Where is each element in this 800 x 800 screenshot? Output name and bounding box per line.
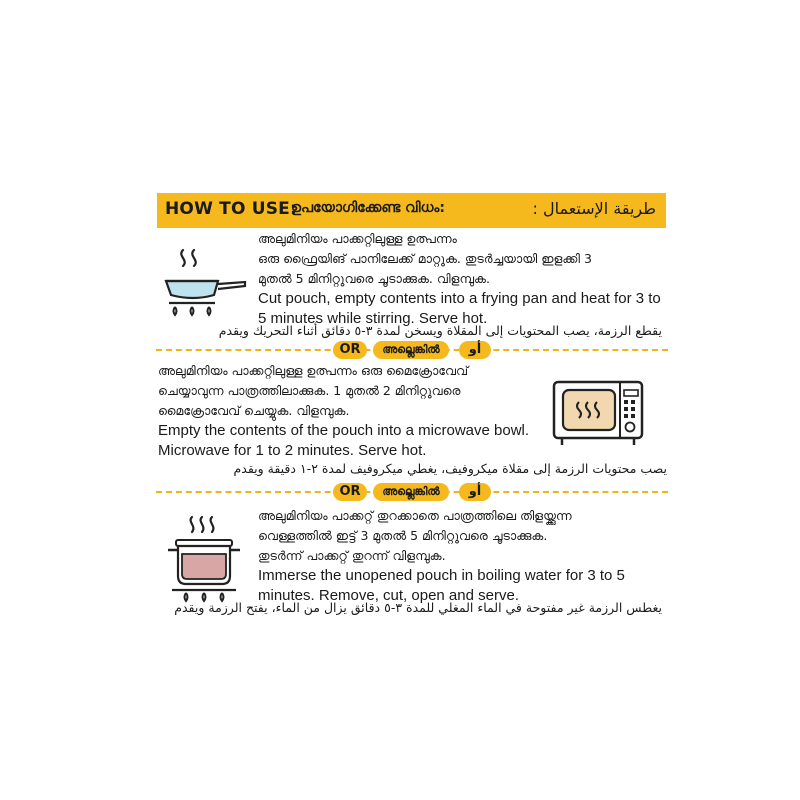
ml-line: അലുമിനിയം പാക്കറ്റിലുള്ള ഉത്പന്നം ഒരു മൈക്രോവേവ് xyxy=(158,363,469,378)
en-line: minutes. Remove, cut, open and serve. xyxy=(258,587,519,604)
header-title-ml: ഉപയോഗിക്കേണ്ട വിധം: xyxy=(291,200,445,216)
microwave-icon xyxy=(552,380,644,448)
en-line: 5 minutes while stirring. Serve hot. xyxy=(258,310,488,327)
frying-pan-icon xyxy=(163,245,248,320)
en-line: Immerse the unopened pouch in boiling water for 3 to 5 xyxy=(258,567,625,584)
ar-instruction: يغطس الرزمة غير مفتوحة في الماء المغلي للمدة ٣-٥ دقائق يزال من الماء، يفتح الرزمة ويقدم xyxy=(174,600,662,615)
or-badge-en: OR xyxy=(333,483,367,501)
or-badge-ml: അല്ലെങ്കിൽ xyxy=(373,483,449,501)
boiling-pot-icon xyxy=(166,514,244,604)
section-microwave-text xyxy=(158,361,529,461)
or-badge-en: OR xyxy=(333,341,367,359)
ml-line: ഒരു ഫ്രൈയിങ് പാനിലേക്ക് മാറ്റുക. തുടർച്ചയായി ഇളക്കി 3 xyxy=(258,251,592,266)
ar-instruction: يقطع الرزمة، يصب المحتويات إلى المقلاة ويسخن لمدة ٣-٥ دقائق أثناء التحريك ويقدم xyxy=(218,323,662,338)
ml-line: മൈക്രോവേവ് ചെയ്യുക. വിളമ്പുക. xyxy=(158,403,350,418)
ml-line: തുടർന്ന് പാക്കറ്റ് തുറന്ന് വിളമ്പുക. xyxy=(258,548,446,563)
ml-line: അലുമിനിയം പാക്കറ്റിലുള്ള ഉത്പന്നം xyxy=(258,231,457,246)
ar-instruction: يصب محتويات الرزمة إلى مقلاة ميكروفيف، يغطي ميكروفيف لمدة ٢-١ دقيقة ويقدم xyxy=(233,461,667,476)
en-line: Microwave for 1 to 2 minutes. Serve hot. xyxy=(158,442,427,459)
ml-line: വെള്ളത്തിൽ ഇട്ട് 3 മുതൽ 5 മിനിറ്റുവരെ ചൂടാക്കുക. xyxy=(258,528,548,543)
ml-line: അലുമിനിയം പാക്കറ്റ് തുറക്കാതെ പാത്രത്തിലെ തിളയ്ക്കുന്ന xyxy=(258,508,572,523)
header-title-en: HOW TO USE: xyxy=(165,199,297,219)
ml-line: ചെയ്യാവുന്ന പാത്രത്തിലാക്കുക. 1 മുതൽ 2 മിനിറ്റുവരെ xyxy=(158,383,461,398)
or-badge-ml: അല്ലെങ്കിൽ xyxy=(373,341,449,359)
header-bar xyxy=(157,193,666,228)
ml-line: മുതൽ 5 മിനിറ്റുവരെ ചൂടാക്കുക. വിളമ്പുക. xyxy=(258,271,490,286)
or-badge-ar: أو xyxy=(459,483,491,501)
en-line: Empty the contents of the pouch into a microwave bowl. xyxy=(158,422,530,439)
or-badge-ar: أو xyxy=(459,341,491,359)
section-boiling-text xyxy=(258,506,625,606)
header-title-ar: طريقة الإستعمال : xyxy=(532,199,656,218)
section-frying-pan-text xyxy=(258,229,661,329)
en-line: Cut pouch, empty contents into a frying pan and heat for 3 to xyxy=(258,290,661,307)
